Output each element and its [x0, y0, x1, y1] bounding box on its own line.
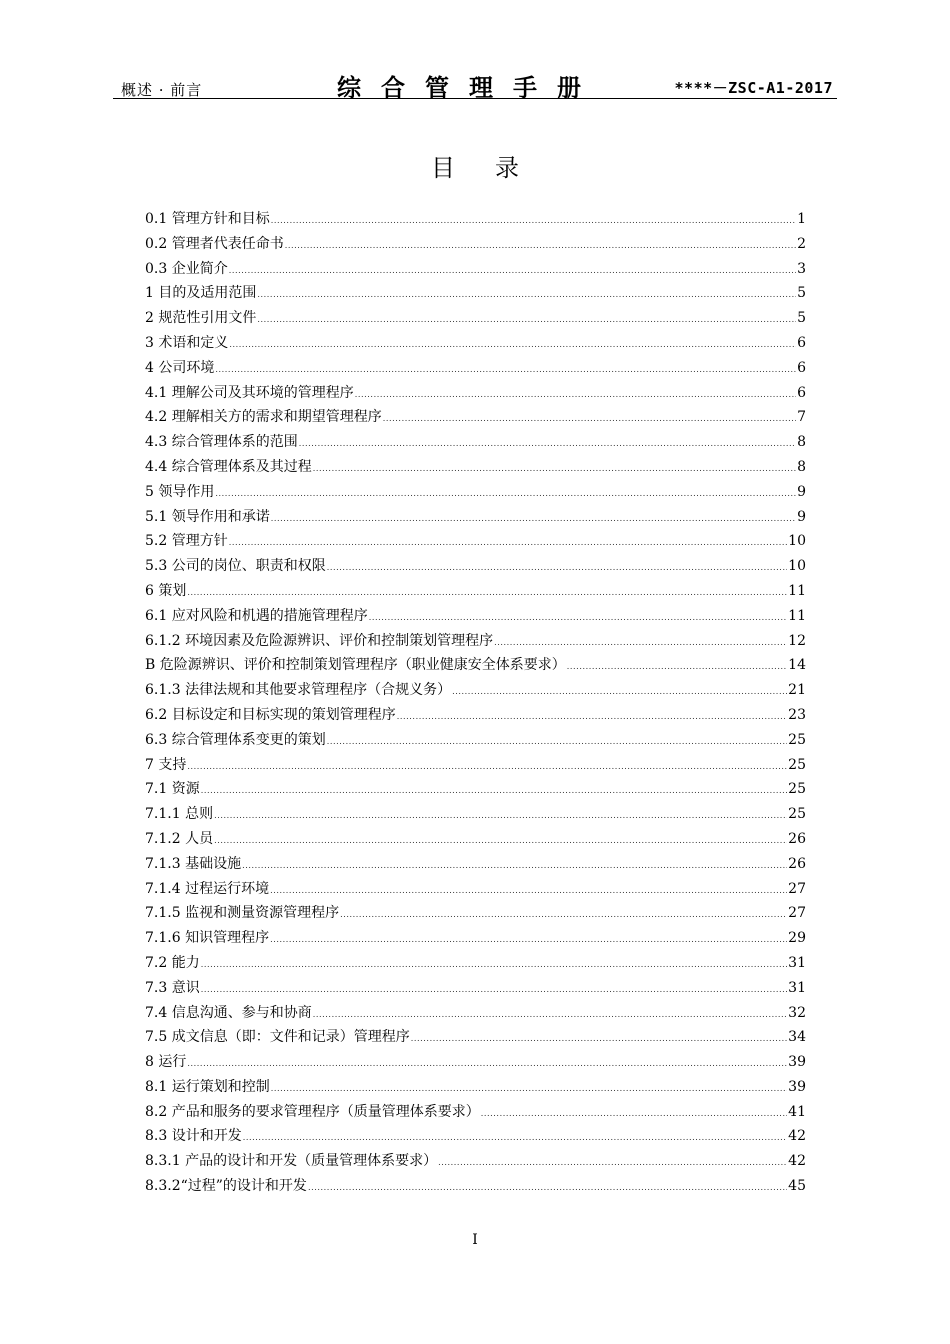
toc-entry-title: 8 运行	[145, 1054, 187, 1071]
toc-entry-title: 5.3 公司的岗位、职责和权限	[145, 558, 326, 575]
toc-entry[interactable]	[145, 1150, 806, 1175]
toc-entry-title: 2 规范性引用文件	[145, 310, 257, 327]
toc-dot-leader	[355, 390, 796, 399]
toc-entry-title: 6 策划	[145, 582, 187, 599]
toc-entry[interactable]	[145, 704, 806, 729]
toc-entry-title: 8.1 运行策划和控制	[145, 1078, 270, 1095]
toc-entry-title: 4.3 综合管理体系的范围	[145, 434, 298, 451]
toc-entry[interactable]	[145, 307, 806, 332]
toc-entry[interactable]	[145, 778, 806, 803]
toc-entry-page: 29	[788, 930, 806, 947]
toc-entry[interactable]	[145, 1002, 806, 1027]
toc-dot-leader	[397, 712, 787, 721]
toc-entry-title: 8.3 设计和开发	[145, 1128, 242, 1145]
toc-entry-title: 7.1.3 基础设施	[145, 855, 242, 872]
toc-dot-leader	[494, 638, 787, 647]
toc-entry-page: 34	[788, 1029, 806, 1046]
toc-dot-leader	[187, 1059, 787, 1068]
toc-entry[interactable]	[145, 431, 806, 456]
toc-entry-page: 31	[788, 954, 806, 971]
toc-entry-page: 39	[788, 1054, 806, 1071]
toc-dot-leader	[369, 613, 787, 622]
toc-dot-leader	[452, 687, 787, 696]
toc-entry-title: 7.1 资源	[145, 781, 200, 798]
toc-entry-title: 8.2 产品和服务的要求管理程序（质量管理体系要求）	[145, 1103, 480, 1120]
toc-entry-page: 9	[797, 483, 806, 500]
toc-dot-leader	[229, 538, 787, 547]
toc-entry-title: 7.2 能力	[145, 954, 200, 971]
toc-entry-page: 6	[797, 359, 806, 376]
toc-dot-leader	[438, 1158, 787, 1167]
toc-entry-page: 11	[788, 582, 806, 599]
toc-entry-page: 45	[788, 1178, 806, 1195]
toc-entry[interactable]	[145, 853, 806, 878]
toc-dot-leader	[313, 1010, 787, 1019]
toc-entry-page: 25	[788, 781, 806, 798]
toc-dot-leader	[229, 266, 796, 275]
toc-entry-page: 9	[797, 508, 806, 525]
toc-entry-page: 2	[797, 235, 806, 252]
toc-entry-page: 27	[788, 905, 806, 922]
toc-entry-page: 26	[788, 830, 806, 847]
toc-title: 目录	[431, 154, 559, 182]
toc-entry-page: 11	[788, 607, 806, 624]
toc-dot-leader	[187, 588, 787, 597]
toc-dot-leader	[383, 414, 796, 423]
toc-entry-title: 6.1.3 法律法规和其他要求管理程序（合规义务）	[145, 682, 452, 699]
toc-entry-page: 5	[797, 310, 806, 327]
toc-entry[interactable]	[145, 580, 806, 605]
toc-entry[interactable]	[145, 1076, 806, 1101]
toc-entry-title: 4.4 综合管理体系及其过程	[145, 458, 312, 475]
toc-entry[interactable]	[145, 555, 806, 580]
toc-entry-title: 7.5 成文信息（即：文件和记录）管理程序	[145, 1029, 410, 1046]
toc-entry-page: 10	[788, 533, 806, 550]
toc-dot-leader	[215, 365, 796, 374]
toc-entry[interactable]	[145, 1125, 806, 1150]
toc-entry-page: 14	[788, 657, 806, 674]
toc-entry-page: 32	[788, 1004, 806, 1021]
toc-entry[interactable]	[145, 506, 806, 531]
toc-entry[interactable]	[145, 530, 806, 555]
toc-entry[interactable]	[145, 754, 806, 779]
toc-entry-title: 4.1 理解公司及其环境的管理程序	[145, 384, 354, 401]
toc-entry-title: 0.2 管理者代表任命书	[145, 235, 284, 252]
toc-dot-leader	[201, 985, 787, 994]
toc-entry-title: 4 公司环境	[145, 359, 215, 376]
toc-entry-page: 42	[788, 1153, 806, 1170]
toc-dot-leader	[215, 489, 796, 498]
toc-entry-title: 7.1.5 监视和测量资源管理程序	[145, 905, 340, 922]
toc-entry-page: 12	[788, 632, 806, 649]
toc-entry[interactable]	[145, 828, 806, 853]
toc-entry-title: 6.1 应对风险和机遇的措施管理程序	[145, 607, 368, 624]
toc-dot-leader	[257, 315, 796, 324]
toc-entry[interactable]	[145, 1051, 806, 1076]
toc-entry-page: 39	[788, 1078, 806, 1095]
toc-entry[interactable]	[145, 630, 806, 655]
toc-entry[interactable]	[145, 605, 806, 630]
toc-dot-leader	[214, 836, 787, 845]
toc-dot-leader	[270, 886, 787, 895]
toc-entry-page: 27	[788, 880, 806, 897]
toc-dot-leader	[308, 1183, 787, 1192]
page-footer	[0, 1232, 950, 1248]
toc-entry[interactable]	[145, 1026, 806, 1051]
toc-entry[interactable]	[145, 208, 806, 233]
toc-entry-title: 6.1.2 环境因素及危险源辨识、评价和控制策划管理程序	[145, 632, 494, 649]
toc-entry[interactable]	[145, 902, 806, 927]
toc-entry-page: 8	[797, 458, 806, 475]
toc-entry-title: 7.3 意识	[145, 979, 200, 996]
toc-dot-leader	[340, 910, 787, 919]
toc-entry[interactable]	[145, 481, 806, 506]
toc-entry-title: 3 术语和定义	[145, 334, 229, 351]
toc-entry-title: 5.1 领导作用和承诺	[145, 508, 270, 525]
toc-entry-title: B 危险源辨识、评价和控制策划管理程序（职业健康安全体系要求）	[145, 657, 566, 674]
toc-entry[interactable]	[145, 258, 806, 283]
toc-entry-title: 7.1.2 人员	[145, 830, 214, 847]
toc-entry-title: 0.1 管理方针和目标	[145, 211, 270, 227]
toc-dot-leader	[481, 1109, 787, 1118]
toc-dot-leader	[243, 1133, 787, 1142]
toc-entry-page: 23	[788, 706, 806, 723]
toc-dot-leader	[567, 662, 787, 671]
toc-entry-page: 5	[797, 285, 806, 302]
toc-entry[interactable]	[145, 456, 806, 481]
toc-entry-title: 4.2 理解相关方的需求和期望管理程序	[145, 409, 382, 426]
toc-entry-title: 6.2 目标设定和目标实现的策划管理程序	[145, 706, 396, 723]
toc-entry[interactable]	[145, 654, 806, 679]
toc-list	[145, 208, 806, 1200]
header-manual-title: 综合管理手册	[337, 73, 601, 102]
header-document-code: ****－ZSC-A1-2017	[674, 79, 833, 97]
toc-dot-leader	[214, 811, 787, 820]
toc-dot-leader	[229, 340, 796, 349]
toc-entry-page: 21	[788, 682, 806, 699]
toc-dot-leader	[411, 1034, 787, 1043]
toc-entry-page: 25	[788, 806, 806, 823]
toc-entry-page: 26	[788, 855, 806, 872]
toc-entry-page: 6	[797, 334, 806, 351]
toc-dot-leader	[327, 737, 787, 746]
toc-entry[interactable]	[145, 729, 806, 754]
toc-dot-leader	[270, 935, 787, 944]
toc-entry[interactable]	[145, 679, 806, 704]
toc-dot-leader	[299, 439, 796, 448]
header-section-label: 概述 · 前言	[121, 81, 203, 99]
toc-dot-leader	[271, 514, 796, 523]
toc-entry[interactable]	[145, 878, 806, 903]
toc-entry-title: 7.4 信息沟通、参与和协商	[145, 1004, 312, 1021]
toc-entry-page: 1	[797, 211, 806, 227]
toc-entry-title: 7.1.4 过程运行环境	[145, 880, 270, 897]
toc-dot-leader	[313, 464, 796, 473]
toc-entry-title: 0.3 企业简介	[145, 260, 228, 277]
toc-entry-page: 7	[797, 409, 806, 426]
toc-dot-leader	[187, 762, 787, 771]
toc-entry[interactable]	[145, 927, 806, 952]
toc-entry-title: 8.3.2“过程”的设计和开发	[145, 1178, 307, 1195]
toc-dot-leader	[271, 216, 796, 225]
toc-entry-title: 5.2 管理方针	[145, 533, 228, 550]
toc-dot-leader	[201, 786, 787, 795]
toc-entry[interactable]	[145, 803, 806, 828]
toc-entry-title: 6.3 综合管理体系变更的策划	[145, 731, 326, 748]
toc-entry-page: 10	[788, 558, 806, 575]
toc-entry-page: 31	[788, 979, 806, 996]
toc-entry[interactable]	[145, 282, 806, 307]
toc-entry[interactable]	[145, 332, 806, 357]
toc-entry-page: 8	[797, 434, 806, 451]
toc-entry[interactable]	[145, 382, 806, 407]
toc-entry-title: 7.1.6 知识管理程序	[145, 930, 270, 947]
toc-dot-leader	[271, 1084, 787, 1093]
toc-dot-leader	[242, 861, 787, 870]
toc-entry-title: 7 支持	[145, 756, 187, 773]
toc-entry[interactable]	[145, 233, 806, 258]
toc-entry[interactable]	[145, 952, 806, 977]
toc-entry[interactable]	[145, 357, 806, 382]
toc-entry-title: 1 目的及适用范围	[145, 285, 257, 302]
toc-dot-leader	[257, 290, 796, 299]
toc-entry[interactable]	[145, 406, 806, 431]
toc-entry-page: 42	[788, 1128, 806, 1145]
toc-dot-leader	[327, 563, 787, 572]
toc-entry-title: 7.1.1 总则	[145, 806, 214, 823]
toc-dot-leader	[201, 960, 787, 969]
toc-entry-page: 25	[788, 731, 806, 748]
toc-dot-leader	[285, 241, 796, 250]
toc-entry[interactable]	[145, 1101, 806, 1126]
toc-entry-page: 3	[797, 260, 806, 277]
page-number: I	[472, 1232, 478, 1248]
toc-entry-title: 5 领导作用	[145, 483, 215, 500]
toc-entry-title: 8.3.1 产品的设计和开发（质量管理体系要求）	[145, 1153, 438, 1170]
toc-entry[interactable]	[145, 977, 806, 1002]
toc-entry-page: 6	[797, 384, 806, 401]
toc-entry-page: 41	[788, 1103, 806, 1120]
page-header	[113, 68, 837, 102]
toc-entry-page: 25	[788, 756, 806, 773]
toc-entry[interactable]	[145, 1175, 806, 1200]
